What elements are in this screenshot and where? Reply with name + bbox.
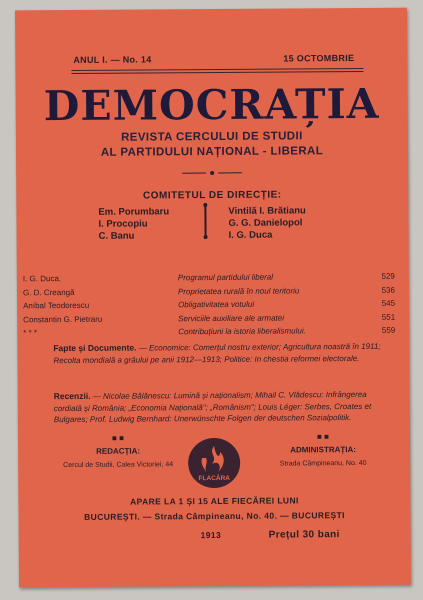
- fapte-text: — Economice: Comerțul nostru exterior; Agricultura noastră în 1911; Recolta mondială a grâului pe anii 1912—1913; Politice: In chestia reformei electorale.: [53, 341, 381, 365]
- admin-address: Strada Câmpineanu, No. 40: [279, 459, 367, 468]
- redactia-address: Cercul de Studii, Calea Victoriei, 44: [63, 461, 174, 470]
- committee-member: Vintilă I. Brătianu: [228, 205, 306, 217]
- price-label: Prețul 30 bani: [268, 529, 340, 541]
- issue-number: ANUL I. — No. 14: [73, 54, 152, 65]
- toc-title: Obligativitatea votului: [178, 299, 255, 310]
- publication-year: 1913: [200, 529, 222, 541]
- header-rule-2: [71, 71, 363, 74]
- toc-page: 551: [381, 312, 396, 322]
- committee-right: [228, 205, 306, 242]
- toc-author: * * *: [23, 328, 38, 338]
- committee-divider: [203, 203, 207, 239]
- toc-title: Contribuțiuni la istoria liberalismului.: [178, 326, 306, 337]
- committee-member: G. G. Danielopol: [228, 217, 303, 229]
- flacara-logo-text: FLACĂRA: [198, 474, 230, 483]
- magazine-subtitle-1: REVISTA CERCULUI DE STUDII: [121, 130, 303, 144]
- magazine-title: DEMOCRAȚIA: [43, 79, 380, 131]
- committee-member: C. Banu: [98, 230, 135, 242]
- toc-author: G. D. Creangă: [22, 287, 75, 297]
- fapte-label: Fapte și Documente.: [53, 342, 137, 354]
- fapte-section: [53, 341, 393, 366]
- toc-page: 536: [381, 285, 395, 295]
- recenzii-label: Recenzii.: [53, 390, 91, 402]
- city-line: BUCUREȘTI. — Strada Câmpineanu, No. 40. — BUCUREȘTI: [84, 510, 345, 522]
- ornament-divider: [182, 169, 242, 177]
- admin-ornament: ■ ■: [316, 432, 329, 442]
- toc-author: I. G. Duca.: [22, 274, 62, 284]
- toc-title: Serviciile auxiliare ale armatei: [178, 313, 285, 324]
- committee-heading: COMITETUL DE DIRECȚIE:: [142, 189, 282, 202]
- committee-member: I. Procopiu: [98, 218, 148, 230]
- toc-title: Programul partidului liberal: [177, 272, 274, 283]
- magazine-cover: [15, 8, 411, 588]
- committee-left: [98, 206, 169, 242]
- table-of-contents: [23, 272, 409, 343]
- toc-page: 559: [381, 326, 396, 336]
- committee-member: I. G. Duca: [228, 229, 273, 241]
- toc-page: 545: [381, 298, 396, 309]
- magazine-subtitle-2: AL PARTIDULUI NAȚIONAL - LIBERAL: [100, 145, 324, 159]
- committee-member: Em. Porumbaru: [98, 206, 170, 218]
- publication-frequency: APARE LA 1 ȘI 15 ALE FIECĂREI LUNI: [130, 495, 299, 507]
- recenzii-section: [54, 389, 394, 426]
- recenzii-text: — Nicolae Bălănescu: Lumină și naționalism; Mihail C. Vlădescu: Infrângerea cordială și România; „Economia Națională"; „Românism"; Louis Léger: Serbes, Croates et Bulgares; Prof. Ludwig Bernhard: Unerwünschte Folgen der deutschen Sozialpolitik.: [53, 389, 372, 425]
- issue-date: 15 OCTOMBRIE: [283, 53, 355, 64]
- toc-title: Proprietatea rurală în noul teritoriu: [177, 285, 300, 296]
- admin-label: ADMINISTRAȚIA:: [290, 445, 356, 455]
- toc-author: Constantin G. Pietraru: [23, 314, 103, 325]
- toc-author: Aníbal Teodorescu: [23, 301, 90, 311]
- redactia-ornament: ■ ■: [111, 433, 124, 443]
- redactia-label: REDACȚIA:: [96, 446, 141, 456]
- toc-page: 529: [381, 271, 395, 281]
- toc-row: [23, 326, 409, 342]
